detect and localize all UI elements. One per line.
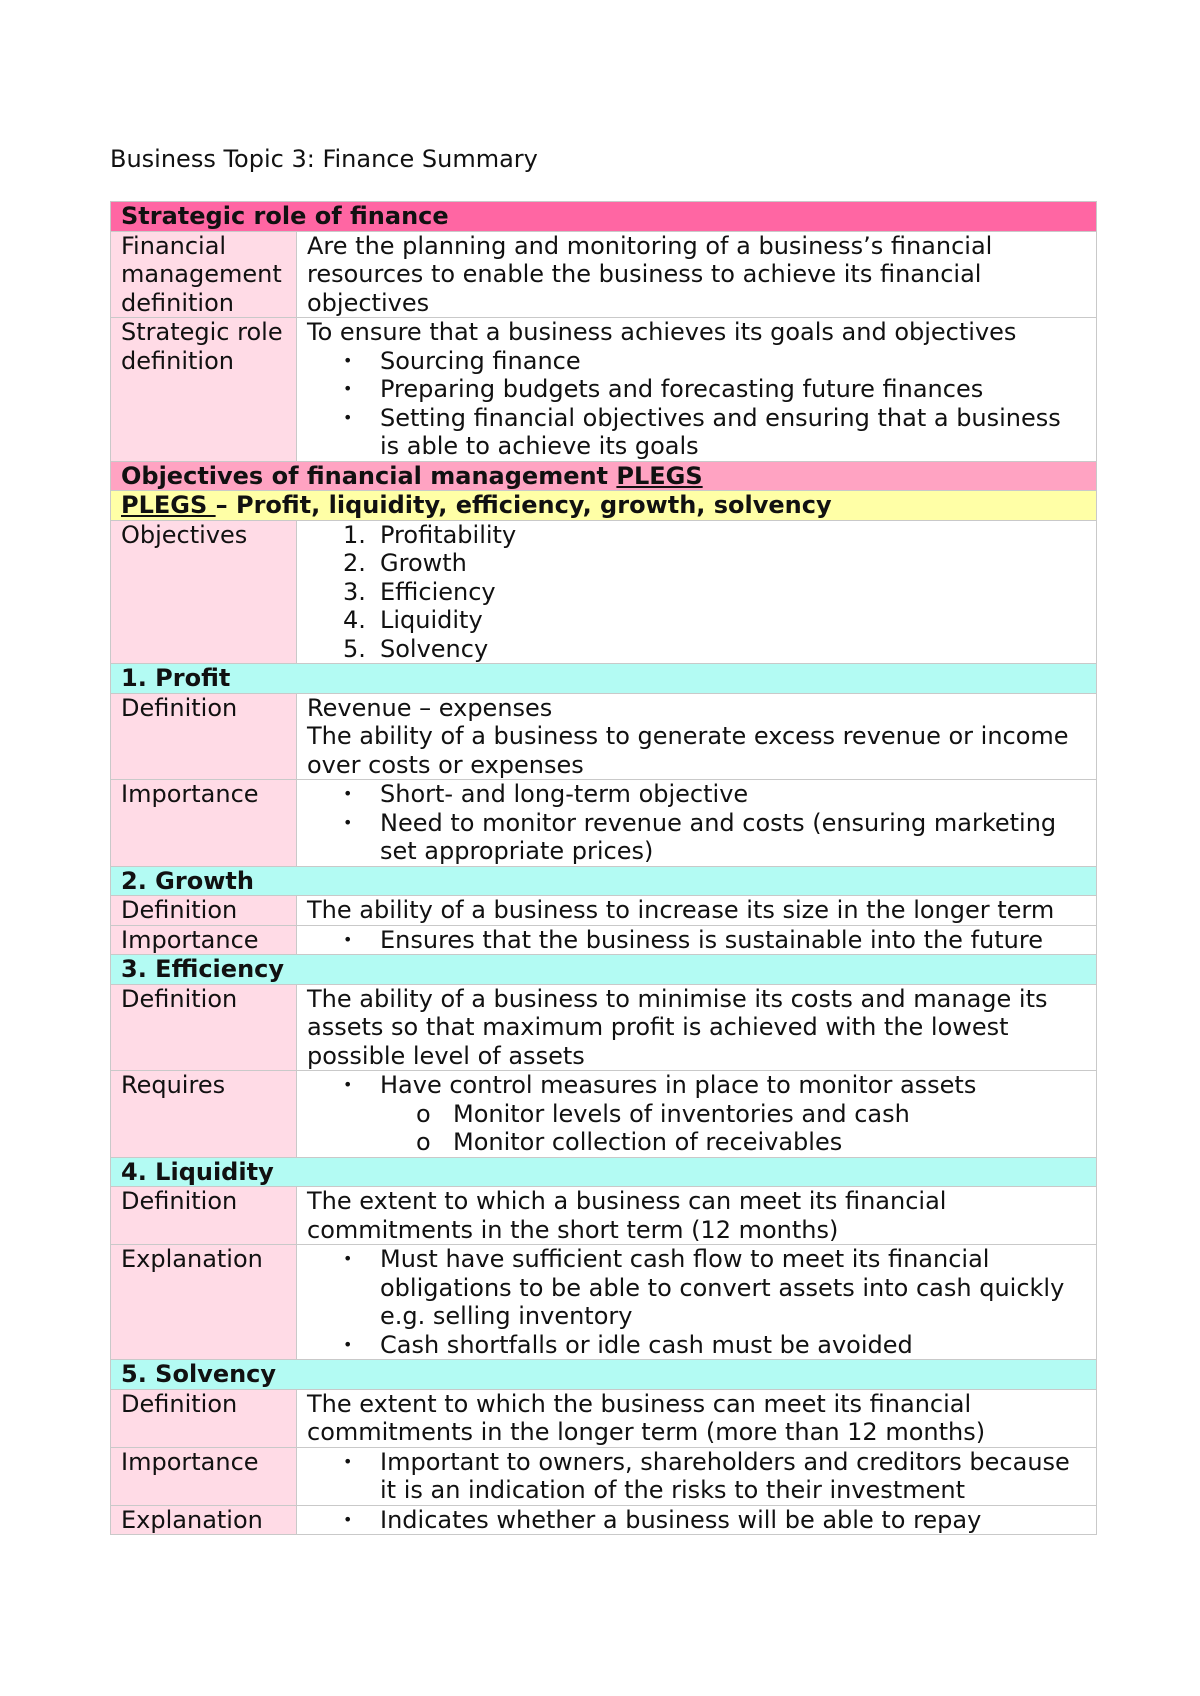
table-row: [111, 1245, 1097, 1360]
section-subheader-plegs: [111, 491, 1097, 521]
row-content: The extent to which a business can meet its financial commitments in the short term (12 months): [297, 1187, 1097, 1245]
table-row: [111, 318, 1097, 462]
bullet-list: [307, 1448, 1086, 1505]
section-header-efficiency: [111, 955, 1097, 985]
section-header-label: Strategic role of finance: [111, 202, 1097, 232]
row-content: [297, 1447, 1097, 1505]
table-row: [111, 1447, 1097, 1505]
row-label: Definition: [111, 1389, 297, 1447]
acronym: PLEGS: [616, 461, 703, 490]
list-item: • Indicates whether a business will be able to repay: [307, 1506, 1086, 1535]
bullet-list: [307, 347, 1086, 461]
section-header-solvency: [111, 1360, 1097, 1390]
row-label: Financial management definition: [111, 231, 297, 318]
bullet-list: [307, 1245, 1086, 1359]
list-item: • Cash shortfalls or idle cash must be avoided: [307, 1331, 1086, 1360]
list-item: o Monitor collection of receivables: [307, 1128, 1086, 1157]
row-label: Objectives: [111, 520, 297, 664]
table-row: [111, 231, 1097, 318]
row-label: Explanation: [111, 1245, 297, 1360]
table-row: [111, 780, 1097, 867]
list-item: o Monitor levels of inventories and cash: [307, 1100, 1086, 1129]
list-item: Liquidity: [380, 606, 483, 634]
list-item: • Preparing budgets and forecasting future finances: [307, 375, 1086, 404]
row-content: [297, 780, 1097, 867]
section-header-label: 2. Growth: [111, 866, 1097, 896]
table-row: [111, 1505, 1097, 1535]
header-text: Objectives of financial management: [121, 461, 617, 490]
row-content: [297, 1245, 1097, 1360]
row-label: Strategic role definition: [111, 318, 297, 462]
section-header-liquidity: [111, 1157, 1097, 1187]
row-content: Are the planning and monitoring of a business’s financial resources to enable the business to achieve its financial objectives: [297, 231, 1097, 318]
list-item: Solvency: [380, 634, 489, 663]
section-header-label: 3. Efficiency: [111, 955, 1097, 985]
row-content: The extent to which the business can meet its financial commitments in the longer term (more than 12 months): [297, 1389, 1097, 1447]
section-header-profit: [111, 664, 1097, 694]
list-item: • Sourcing finance: [307, 347, 1086, 376]
row-label: Importance: [111, 780, 297, 867]
table-row: [111, 925, 1097, 955]
finance-summary-table: [110, 201, 1097, 1535]
list-item: • Ensures that the business is sustainable into the future: [307, 926, 1086, 955]
list-item: • Important to owners, shareholders and creditors because it is an indication of the risks to their investment: [307, 1448, 1086, 1505]
section-header-label: 4. Liquidity: [111, 1157, 1097, 1187]
section-header-label: 5. Solvency: [111, 1360, 1097, 1390]
row-label: Definition: [111, 1187, 297, 1245]
table-row: [111, 693, 1097, 780]
row-text: The ability of a business to generate excess revenue or income over costs or expenses: [307, 722, 1069, 779]
section-header-label: 1. Profit: [111, 664, 1097, 694]
table-row: [111, 1389, 1097, 1447]
row-content: The ability of a business to minimise its costs and manage its assets so that maximum profit is achieved with the lowest possible level of assets: [297, 984, 1097, 1071]
row-content: [297, 693, 1097, 780]
document-title: Business Topic 3: Finance Summary: [110, 145, 538, 173]
row-label: Definition: [111, 693, 297, 780]
bullet-list: [307, 1071, 1086, 1100]
row-content: [297, 925, 1097, 955]
table-row: [111, 1187, 1097, 1245]
table-row: [111, 984, 1097, 1071]
list-item: Growth: [380, 549, 467, 577]
row-label: Definition: [111, 896, 297, 926]
list-item: Profitability: [380, 520, 517, 549]
row-label: Importance: [111, 1447, 297, 1505]
row-label: Definition: [111, 984, 297, 1071]
section-header-objectives: [111, 461, 1097, 491]
section-header-strategic-role: [111, 202, 1097, 232]
row-label: Explanation: [111, 1505, 297, 1535]
row-label: Importance: [111, 925, 297, 955]
row-content: [297, 1071, 1097, 1158]
row-content: [297, 520, 1097, 664]
list-item: • Need to monitor revenue and costs (ensuring marketing set appropriate prices): [307, 809, 1086, 866]
list-item: • Have control measures in place to monitor assets: [307, 1071, 1086, 1100]
row-text: Revenue – expenses: [307, 693, 553, 722]
list-item: Efficiency: [380, 577, 496, 606]
header-text: – Profit, liquidity, efficiency, growth, solvency: [215, 491, 832, 519]
list-item: • Short- and long-term objective: [307, 780, 1086, 809]
row-content: [297, 318, 1097, 462]
acronym: PLEGS: [121, 491, 216, 519]
bullet-list: [307, 926, 1086, 955]
table-row: [111, 1071, 1097, 1158]
numbered-list: [307, 521, 1086, 664]
list-item: • Setting financial objectives and ensuring that a business is able to achieve its goals: [307, 404, 1086, 461]
table-row: [111, 896, 1097, 926]
row-label: Requires: [111, 1071, 297, 1158]
bullet-list: [307, 780, 1086, 866]
section-header-label: [111, 491, 1097, 521]
sub-bullet-list: [307, 1100, 1086, 1157]
row-content: The ability of a business to increase its size in the longer term: [297, 896, 1097, 926]
bullet-list: [307, 1506, 1086, 1535]
row-content: [297, 1505, 1097, 1535]
section-header-label: [111, 461, 1097, 491]
row-text: To ensure that a business achieves its goals and objectives: [307, 318, 1017, 346]
list-item: • Must have sufficient cash flow to meet its financial obligations to be able to convert assets into cash quickly e.g. selling inventory: [307, 1245, 1086, 1331]
section-header-growth: [111, 866, 1097, 896]
table-row: [111, 520, 1097, 664]
